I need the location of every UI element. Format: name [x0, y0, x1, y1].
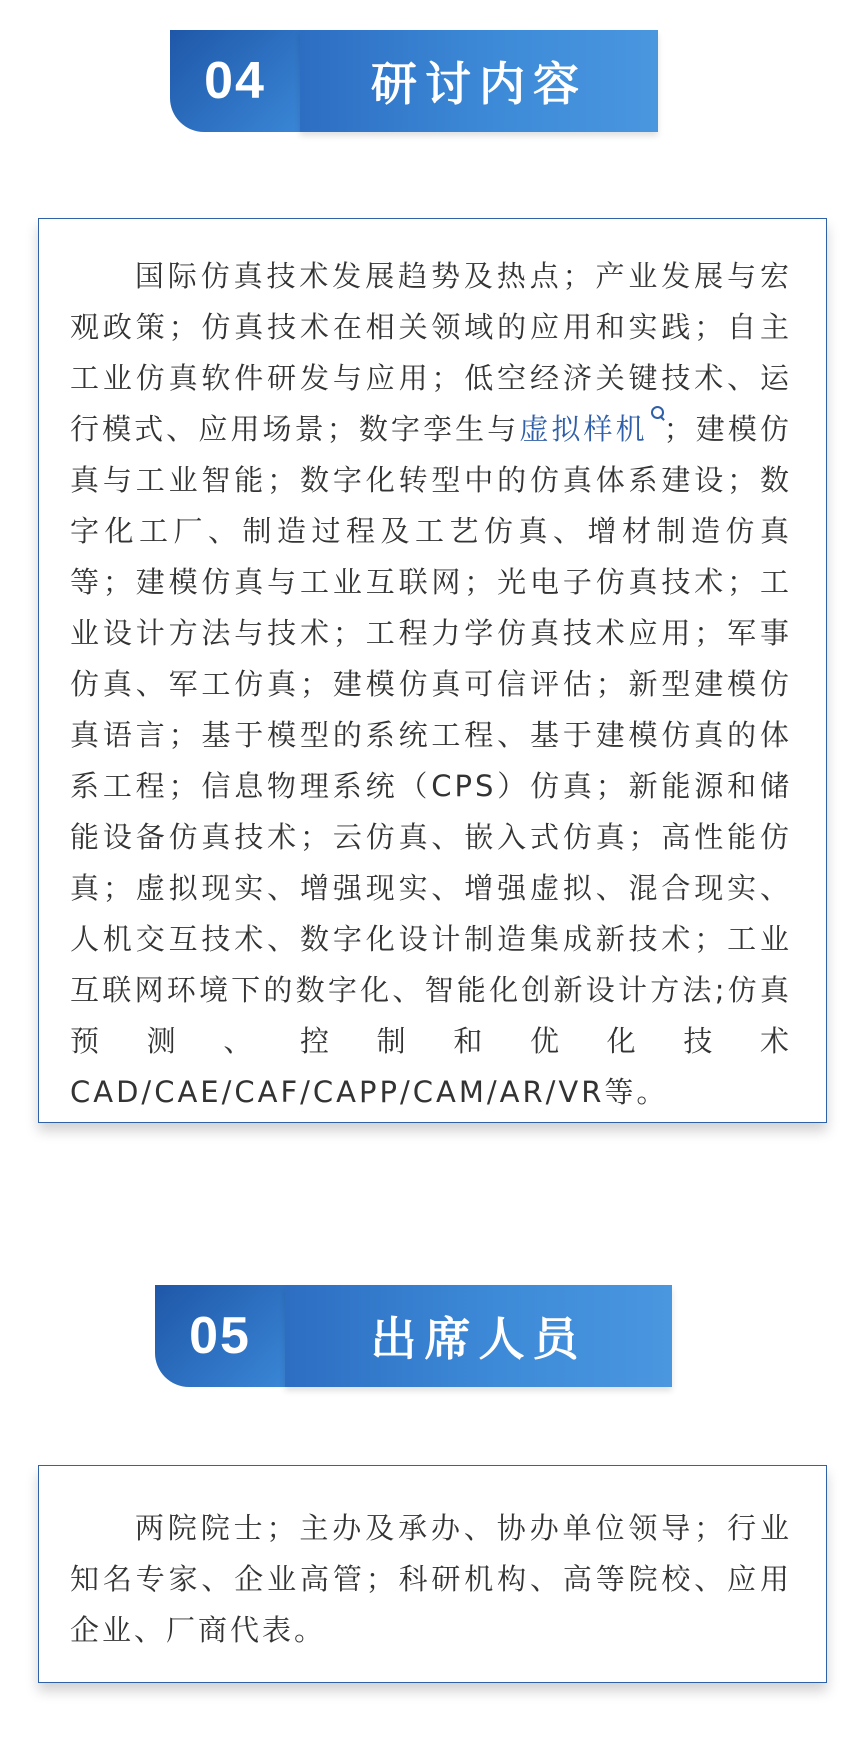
section-number: 05 — [155, 1285, 285, 1387]
section-header-04 — [170, 30, 658, 132]
section-number: 04 — [170, 30, 300, 132]
section-title: 出席人员 — [285, 1285, 672, 1387]
paragraph-text-part1: 国际仿真技术发展趋势及热点；产业发展与宏观政策；仿真技术在相关领域的应用和实践；自主工业仿真软件研发与应用；低空经济关键技术、运行模式、应用场景；数字孪生与 — [70, 259, 792, 446]
paragraph-text-part2: ；建模仿真与工业智能；数字化转型中的仿真体系建设；数字化工厂、制造过程及工艺仿真、增材制造仿真等；建模仿真与工业互联网；光电子仿真技术；工业设计方法与技术；工程力学仿真技术应用；军事仿真、军工仿真；建模仿真可信评估；新型建模仿真语言；基于模型的系统工程、基于建模仿真的体系工程；信息物理系统（CPS）仿真；新能源和储能设备仿真技术；云仿真、嵌入式仿真；高性能仿真；虚拟现实、增强现实、增强虚拟、混合现实、人机交互技术、数字化设计制造集成新技术；工业互联网环境下的数字化、智能化创新设计方法;仿真预测、控制和优化技术CAD/CAE/CAF/CAPP/CAM/AR/VR等。 — [70, 412, 792, 1109]
section-paragraph-04 — [70, 251, 792, 1118]
section-paragraph-05 — [70, 1503, 792, 1656]
section-title: 研讨内容 — [300, 30, 658, 132]
search-icon[interactable] — [650, 404, 664, 424]
section-header-05 — [155, 1285, 672, 1387]
virtual-prototype-link[interactable]: 虚拟样机 — [519, 412, 648, 446]
paragraph-text: 两院院士；主办及承办、协办单位领导；行业知名专家、企业高管；科研机构、高等院校、应用企业、厂商代表。 — [70, 1511, 792, 1647]
